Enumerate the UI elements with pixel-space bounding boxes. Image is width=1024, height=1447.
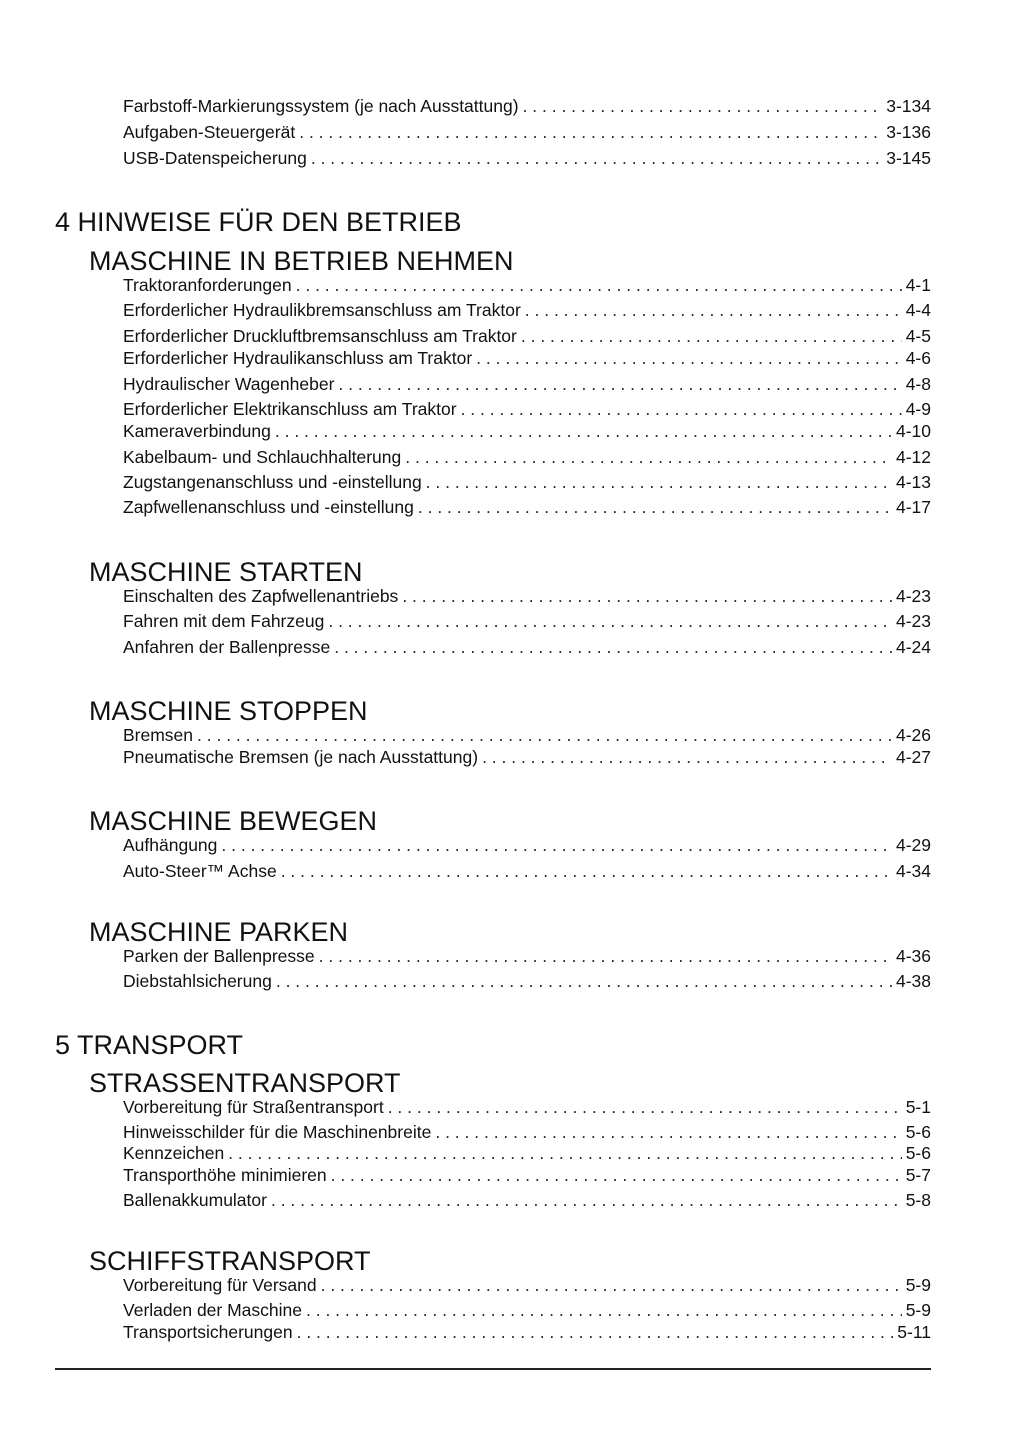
toc-entry-label: Farbstoff-Markierungssystem (je nach Ausstattung) xyxy=(123,96,519,116)
toc-entry[interactable] xyxy=(123,1274,931,1296)
toc-entry-label: USB-Datenspeicherung xyxy=(123,148,307,168)
toc-entry-label: Auto-Steer™ Achse xyxy=(123,861,277,881)
leader-dots xyxy=(311,147,882,169)
toc-entry-label: Zugstangenanschluss und -einstellung xyxy=(123,472,422,492)
toc-entry-label: Diebstahlsicherung xyxy=(123,971,272,991)
toc-entry-label: Traktoranforderungen xyxy=(123,275,292,295)
toc-entry[interactable] xyxy=(123,299,931,321)
leader-dots xyxy=(228,1142,902,1164)
toc-entry-page: 3-136 xyxy=(886,122,931,142)
chapter-heading[interactable]: 4 HINWEISE FÜR DEN BETRIEB xyxy=(55,207,462,237)
toc-entry-page: 5-6 xyxy=(905,1122,931,1142)
toc-entry-page: 3-134 xyxy=(886,96,931,116)
toc-entry-page: 5-8 xyxy=(905,1190,931,1210)
toc-entry-page: 4-29 xyxy=(895,835,931,855)
toc-entry-label: Anfahren der Ballenpresse xyxy=(123,637,331,657)
toc-entry-label: Fahren mit dem Fahrzeug xyxy=(123,611,325,631)
leader-dots xyxy=(476,347,902,369)
toc-entry-label: Kameraverbindung xyxy=(123,421,271,441)
toc-entry-label: Parken der Ballenpresse xyxy=(123,946,315,966)
toc-entry-label: Kabelbaum- und Schlauchhalterung xyxy=(123,447,402,467)
toc-entry-page: 4-34 xyxy=(895,861,931,881)
toc-entry-page: 5-6 xyxy=(905,1143,931,1163)
toc-entry-page: 5-11 xyxy=(897,1322,931,1342)
toc-entry-page: 4-5 xyxy=(905,326,931,346)
toc-entry-label: Hinweisschilder für die Maschinenbreite xyxy=(123,1122,432,1142)
toc-entry[interactable] xyxy=(123,1096,931,1118)
toc-entry-label: Erforderlicher Elektrikanschluss am Traktor xyxy=(123,399,457,419)
toc-entry-page: 4-23 xyxy=(895,586,931,606)
toc-entry-page: 4-1 xyxy=(905,275,931,295)
toc-entry[interactable] xyxy=(123,860,931,882)
leader-dots xyxy=(276,970,892,992)
leader-dots xyxy=(402,585,892,607)
leader-dots xyxy=(426,471,892,493)
toc-entry-label: Einschalten des Zapfwellenantriebs xyxy=(123,586,399,606)
toc-entry-page: 4-23 xyxy=(895,611,931,631)
toc-entry-page: 4-26 xyxy=(895,725,931,745)
leader-dots xyxy=(331,1164,902,1186)
toc-entry[interactable] xyxy=(123,636,931,658)
leader-dots xyxy=(321,1274,902,1296)
leader-dots xyxy=(482,746,892,768)
toc-entry-page: 4-9 xyxy=(905,399,931,419)
toc-entry[interactable] xyxy=(123,1299,931,1321)
toc-entry-label: Transporthöhe minimieren xyxy=(123,1165,327,1185)
section-heading[interactable]: MASCHINE STOPPEN xyxy=(89,696,368,726)
leader-dots xyxy=(271,1189,902,1211)
leader-dots xyxy=(525,299,902,321)
toc-entry-label: Zapfwellenanschluss und -einstellung xyxy=(123,497,414,517)
toc-entry-page: 4-10 xyxy=(895,421,931,441)
leader-dots xyxy=(281,860,892,882)
toc-entry-label: Hydraulischer Wagenheber xyxy=(123,374,335,394)
toc-entry[interactable] xyxy=(123,945,931,967)
leader-dots xyxy=(297,1321,894,1343)
leader-dots xyxy=(418,496,892,518)
section-heading[interactable]: SCHIFFSTRANSPORT xyxy=(89,1246,371,1276)
toc-entry-page: 4-27 xyxy=(895,747,931,767)
toc-entry-page: 5-1 xyxy=(905,1097,931,1117)
toc-entry[interactable] xyxy=(123,446,931,468)
footer-rule xyxy=(55,1368,931,1370)
toc-entry-label: Bremsen xyxy=(123,725,194,745)
toc-entry[interactable] xyxy=(123,347,931,369)
leader-dots xyxy=(306,1299,902,1321)
toc-entry-label: Erforderlicher Hydraulikbremsanschluss am Traktor xyxy=(123,300,521,320)
toc-entry[interactable] xyxy=(123,724,931,746)
toc-entry[interactable] xyxy=(123,496,931,518)
toc-entry-page: 4-38 xyxy=(895,971,931,991)
leader-dots xyxy=(319,945,892,967)
toc-entry[interactable] xyxy=(123,970,931,992)
toc-entry-page: 4-4 xyxy=(905,300,931,320)
toc-entry-label: Vorbereitung für Straßentransport xyxy=(123,1097,384,1117)
toc-entry-page: 3-145 xyxy=(886,148,931,168)
toc-entry[interactable] xyxy=(123,147,931,169)
toc-entry-page: 4-13 xyxy=(895,472,931,492)
toc-entry-label: Pneumatische Bremsen (je nach Ausstattung) xyxy=(123,747,479,767)
section-heading[interactable]: MASCHINE BEWEGEN xyxy=(89,806,378,836)
toc-entry-label: Erforderlicher Druckluftbremsanschluss am Traktor xyxy=(123,326,517,346)
toc-entry-label: Vorbereitung für Versand xyxy=(123,1275,317,1295)
toc-entry-page: 5-9 xyxy=(905,1275,931,1295)
leader-dots xyxy=(299,121,882,143)
toc-entry[interactable] xyxy=(123,1189,931,1211)
leader-dots xyxy=(328,610,892,632)
toc-entry-label: Transportsicherungen xyxy=(123,1322,293,1342)
leader-dots xyxy=(405,446,892,468)
toc-entry[interactable] xyxy=(123,746,931,768)
toc-entry[interactable] xyxy=(123,610,931,632)
toc-entry-page: 4-17 xyxy=(895,497,931,517)
leader-dots xyxy=(275,420,892,442)
leader-dots xyxy=(338,373,901,395)
toc-entry[interactable] xyxy=(123,398,931,420)
toc-entry[interactable] xyxy=(123,834,931,856)
leader-dots xyxy=(221,834,892,856)
toc-entry[interactable] xyxy=(123,121,931,143)
toc-entry-page: 5-7 xyxy=(905,1165,931,1185)
toc-entry-label: Ballenakkumulator xyxy=(123,1190,267,1210)
toc-entry-label: Kennzeichen xyxy=(123,1143,225,1163)
section-heading[interactable]: MASCHINE STARTEN xyxy=(89,557,363,587)
leader-dots xyxy=(521,325,902,347)
toc-entry-page: 4-8 xyxy=(905,374,931,394)
toc-entry-page: 4-6 xyxy=(905,348,931,368)
leader-dots xyxy=(435,1121,901,1143)
toc-entry[interactable] xyxy=(123,1321,931,1343)
toc-entry-page: 4-24 xyxy=(895,637,931,657)
toc-entry-label: Aufhängung xyxy=(123,835,218,855)
leader-dots xyxy=(334,636,892,658)
leader-dots xyxy=(197,724,892,746)
toc-entry[interactable] xyxy=(123,373,931,395)
leader-dots xyxy=(388,1096,902,1118)
leader-dots xyxy=(461,398,902,420)
leader-dots xyxy=(523,95,883,117)
toc-entry[interactable] xyxy=(123,420,931,442)
toc-entry[interactable] xyxy=(123,585,931,607)
section-heading[interactable]: STRASSENTRANSPORT xyxy=(89,1068,401,1098)
chapter-heading[interactable]: 5 TRANSPORT xyxy=(55,1030,244,1060)
toc-entry-page: 5-9 xyxy=(905,1300,931,1320)
section-heading[interactable]: MASCHINE PARKEN xyxy=(89,917,349,947)
toc-entry[interactable] xyxy=(123,1121,931,1143)
toc-entry[interactable] xyxy=(123,1164,931,1186)
toc-entry-label: Erforderlicher Hydraulikanschluss am Traktor xyxy=(123,348,473,368)
section-heading[interactable]: MASCHINE IN BETRIEB NEHMEN xyxy=(89,246,514,276)
toc-entry[interactable] xyxy=(123,1142,931,1164)
toc-entry-page: 4-12 xyxy=(895,447,931,467)
toc-entry[interactable] xyxy=(123,325,931,347)
toc-entry[interactable] xyxy=(123,274,931,296)
leader-dots xyxy=(296,274,902,296)
toc-entry[interactable] xyxy=(123,95,931,117)
toc-entry-label: Aufgaben-Steuergerät xyxy=(123,122,296,142)
toc-entry-page: 4-36 xyxy=(895,946,931,966)
toc-entry[interactable] xyxy=(123,471,931,493)
toc-entry-label: Verladen der Maschine xyxy=(123,1300,302,1320)
